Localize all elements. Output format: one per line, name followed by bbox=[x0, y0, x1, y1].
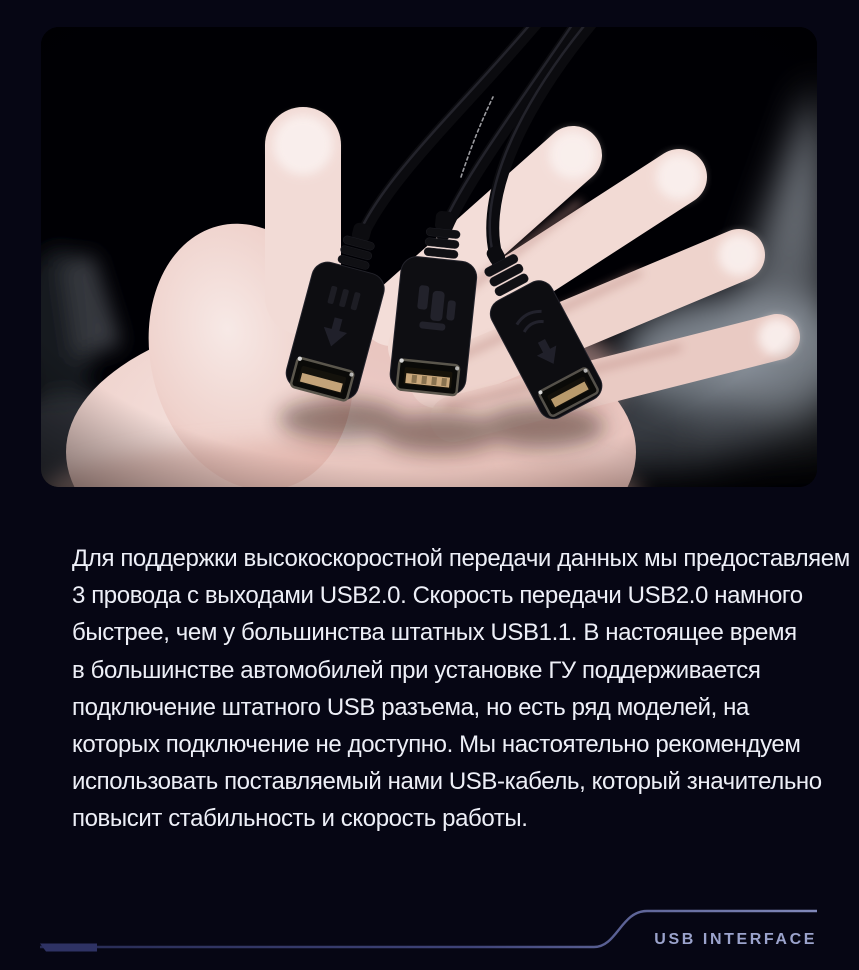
description-line: быстрее, чем у большинства штатных USB1.1. В настоящее время bbox=[72, 619, 797, 647]
description-line: Для поддержки высокоскоростной передачи данных мы предоставляем bbox=[72, 545, 850, 572]
hand-with-three-usb-connectors-photo bbox=[41, 27, 817, 487]
vignette bbox=[41, 27, 817, 487]
description-line: подключение штатного USB разъема, но есть ряд моделей, на bbox=[72, 693, 749, 721]
section-label: USB INTERFACE bbox=[654, 931, 817, 948]
description-line: 3 провода с выходами USB2.0. Скорость передачи USB2.0 намного bbox=[72, 582, 803, 610]
description-text bbox=[72, 540, 850, 838]
product-photo bbox=[41, 27, 817, 487]
description-line: которых подключение не доступно. Мы настоятельно рекомендуем bbox=[72, 731, 801, 759]
description-line: повысит стабильность и скорость работы. bbox=[72, 805, 528, 833]
ribbon-accent-bar bbox=[40, 944, 97, 952]
description-line: использовать поставляемый нами USB-кабель, который значительно bbox=[72, 768, 822, 796]
description-line: в большинстве автомобилей при установке ГУ поддерживается bbox=[72, 656, 761, 684]
